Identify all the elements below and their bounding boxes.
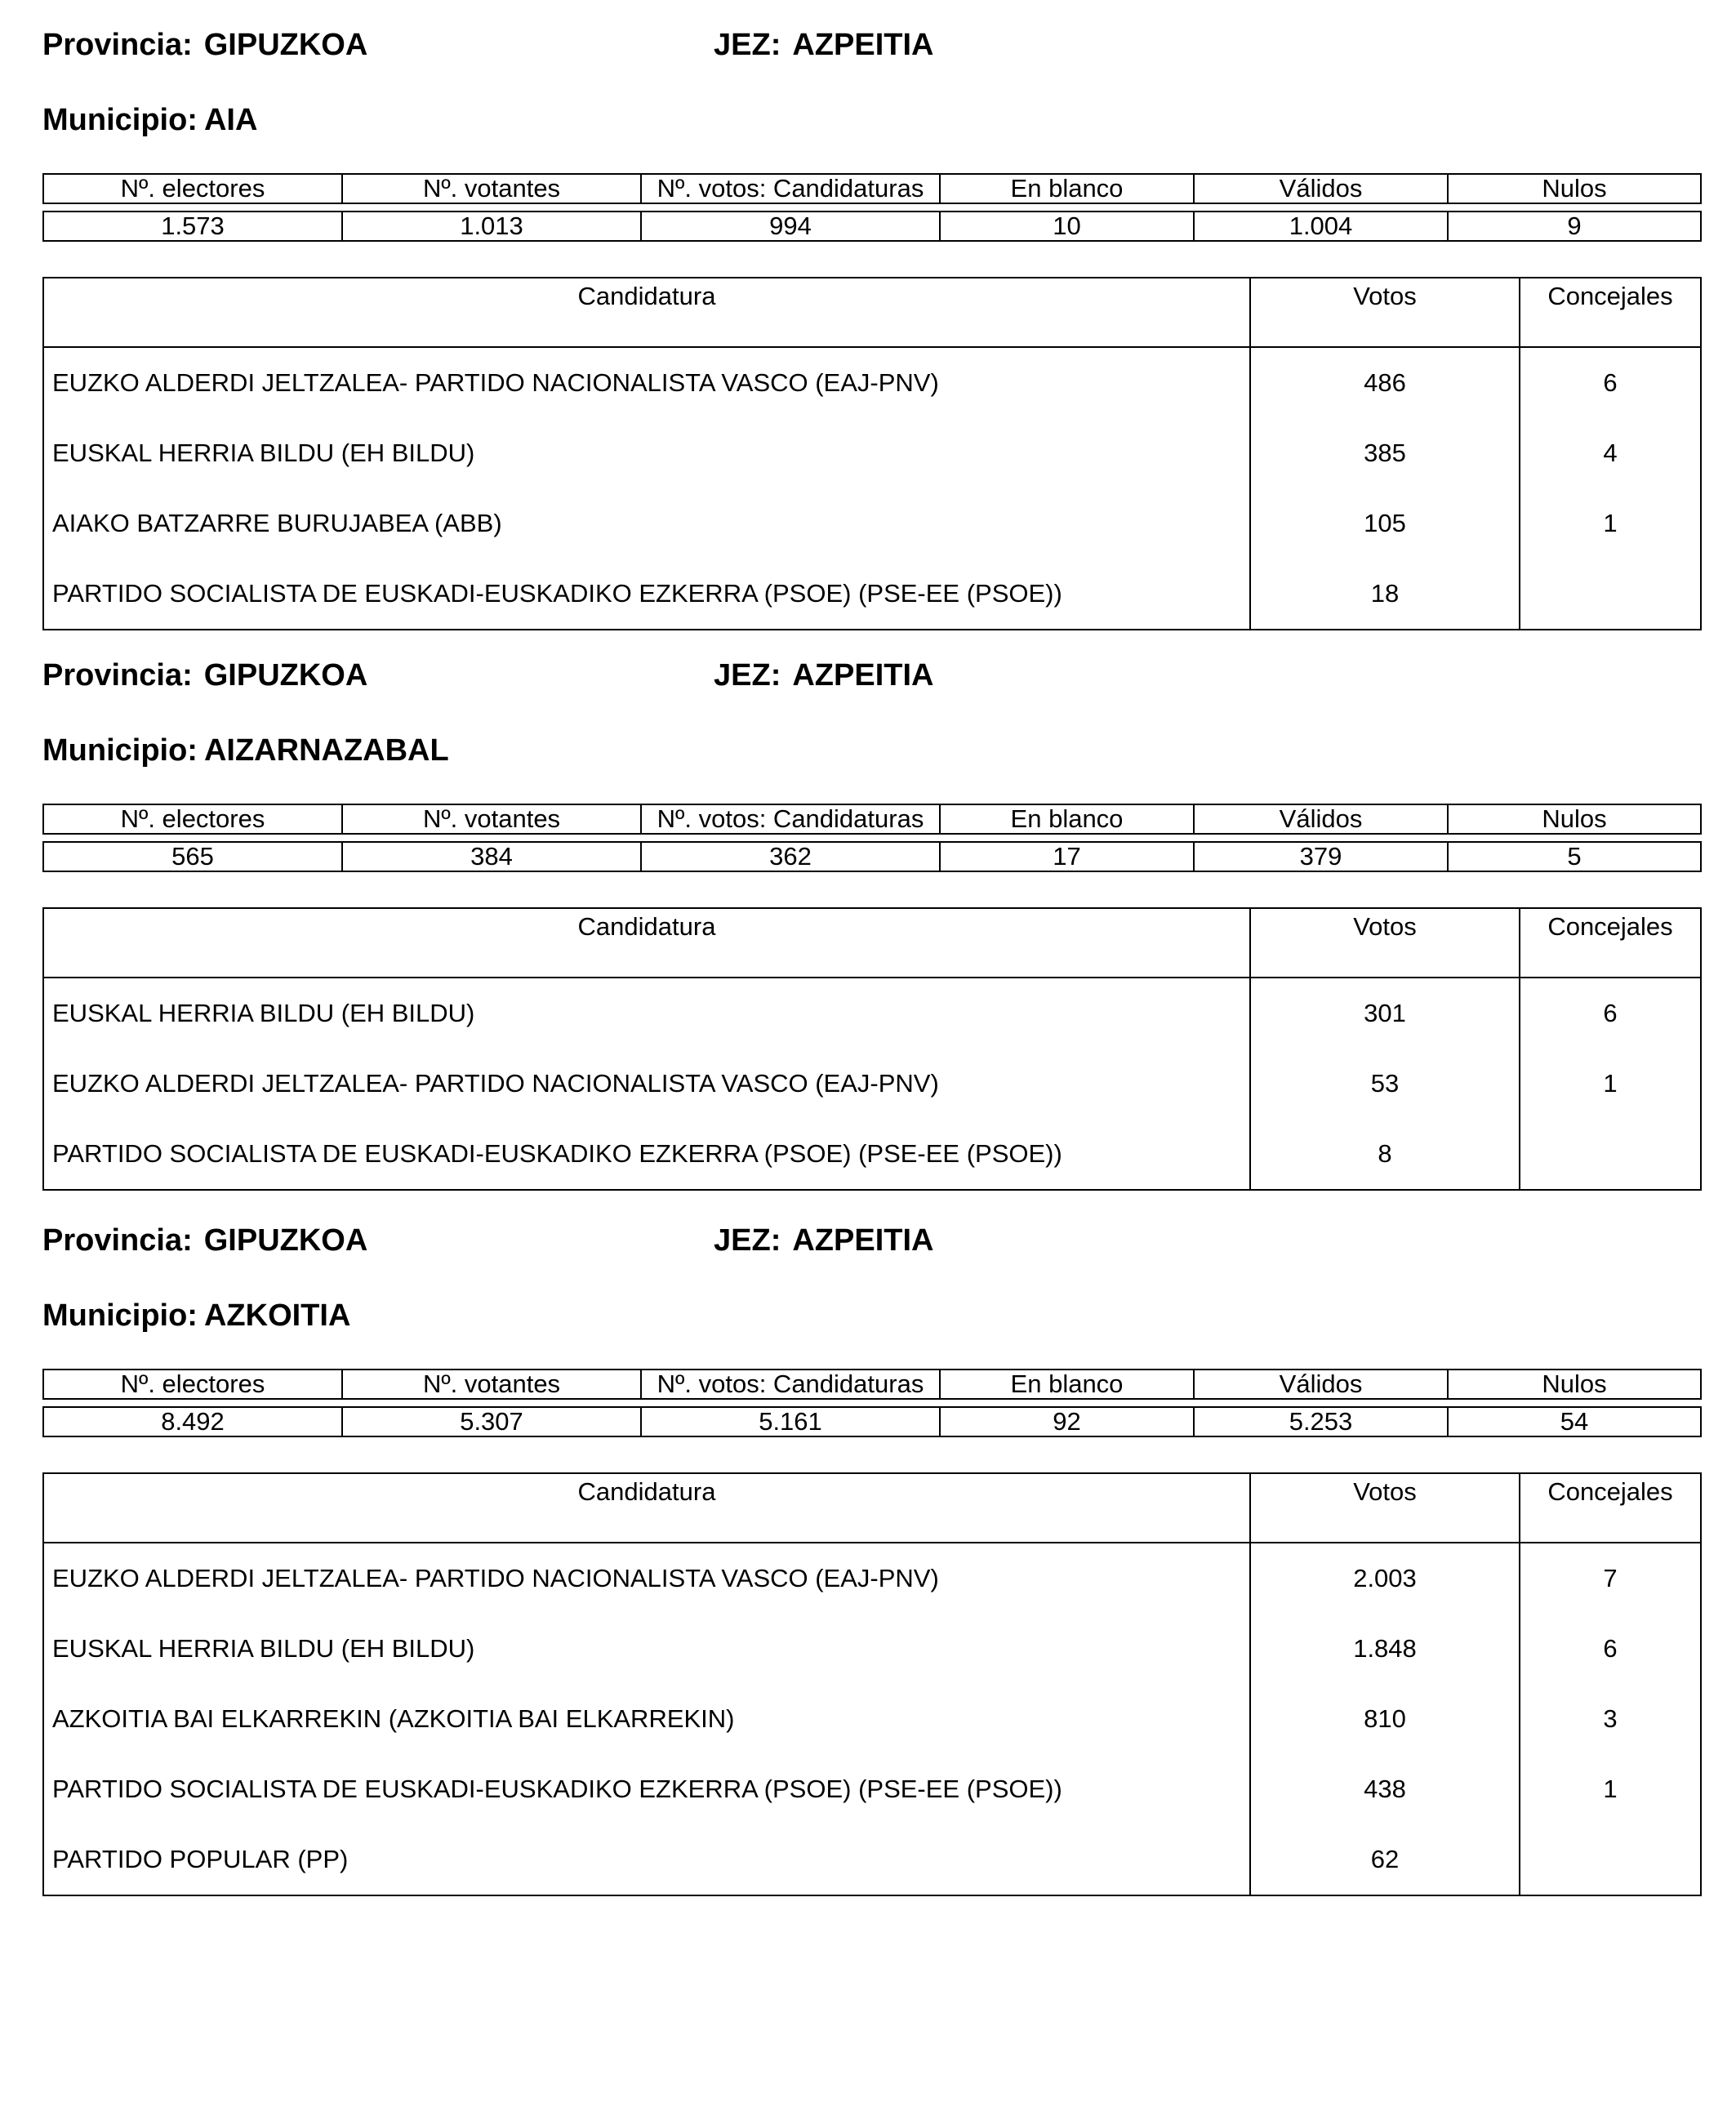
- header-en-blanco: En blanco: [940, 174, 1194, 203]
- header-candidatura: Candidatura: [43, 908, 1250, 978]
- jez-heading: JEZ: AZPEITIA: [714, 28, 934, 62]
- header-en-blanco: En blanco: [940, 1370, 1194, 1399]
- header-votantes: Nº. votantes: [342, 174, 641, 203]
- header-en-blanco: En blanco: [940, 804, 1194, 834]
- jez-value: AZPEITIA: [792, 1223, 934, 1258]
- header-validos: Válidos: [1194, 174, 1448, 203]
- results-header-row: [43, 1473, 1701, 1543]
- header-votos: Votos: [1250, 908, 1520, 978]
- value-votos-candidaturas: 994: [641, 212, 940, 241]
- municipio-value: AZKOITIA: [203, 1298, 351, 1333]
- header-electores: Nº. electores: [43, 1370, 342, 1399]
- municipio-section-aizarnazabal: [42, 660, 1700, 1182]
- party-concejales: 1: [1520, 1049, 1701, 1119]
- header-votos: Votos: [1250, 1473, 1520, 1543]
- summary-header-row: [43, 1370, 1701, 1399]
- value-nulos: 5: [1448, 842, 1701, 871]
- header-concejales: Concejales: [1520, 1473, 1701, 1543]
- party-votos: 2.003: [1250, 1543, 1520, 1614]
- party-votos: 62: [1250, 1824, 1520, 1895]
- results-table: [42, 277, 1702, 630]
- provincia-value: GIPUZKOA: [203, 658, 368, 693]
- jez-heading: JEZ: AZPEITIA: [714, 1223, 934, 1258]
- results-header-row: [43, 908, 1701, 978]
- value-votos-candidaturas: 362: [641, 842, 940, 871]
- party-name: PARTIDO SOCIALISTA DE EUSKADI-EUSKADIKO EZKERRA (PSOE) (PSE-EE (PSOE)): [43, 1119, 1250, 1190]
- jez-value: AZPEITIA: [792, 28, 934, 62]
- value-votantes: 5.307: [342, 1407, 641, 1436]
- party-concejales: 7: [1520, 1543, 1701, 1614]
- results-header-row: [43, 278, 1701, 347]
- table-row: [43, 1684, 1701, 1754]
- summary-header-row: [43, 174, 1701, 203]
- header-candidatura: Candidatura: [43, 1473, 1250, 1543]
- jez-value: AZPEITIA: [792, 658, 934, 693]
- party-votos: 8: [1250, 1119, 1520, 1190]
- header-concejales: Concejales: [1520, 908, 1701, 978]
- header-nulos: Nulos: [1448, 174, 1701, 203]
- value-validos: 1.004: [1194, 212, 1448, 241]
- table-row: [43, 1049, 1701, 1119]
- municipio-section-azkoitia: [42, 1225, 1700, 1895]
- provincia-value: GIPUZKOA: [203, 1223, 368, 1258]
- party-votos: 301: [1250, 978, 1520, 1049]
- header-votantes: Nº. votantes: [342, 804, 641, 834]
- header-candidatura: Candidatura: [43, 278, 1250, 347]
- table-row: [43, 488, 1701, 559]
- party-name: EUSKAL HERRIA BILDU (EH BILDU): [43, 1614, 1250, 1684]
- provincia-value: GIPUZKOA: [203, 28, 368, 62]
- jez-heading: JEZ: AZPEITIA: [714, 658, 934, 693]
- party-concejales: 6: [1520, 1614, 1701, 1684]
- table-row: [43, 1824, 1701, 1895]
- municipio-section-aia: [42, 29, 1700, 617]
- table-row: [43, 1614, 1701, 1684]
- party-votos: 1.848: [1250, 1614, 1520, 1684]
- table-row: [43, 1754, 1701, 1824]
- table-row: [43, 418, 1701, 488]
- party-name: PARTIDO SOCIALISTA DE EUSKADI-EUSKADIKO EZKERRA (PSOE) (PSE-EE (PSOE)): [43, 1754, 1250, 1824]
- value-nulos: 9: [1448, 212, 1701, 241]
- party-name: EUSKAL HERRIA BILDU (EH BILDU): [43, 418, 1250, 488]
- value-validos: 379: [1194, 842, 1448, 871]
- header-concejales: Concejales: [1520, 278, 1701, 347]
- value-validos: 5.253: [1194, 1407, 1448, 1436]
- party-votos: 18: [1250, 559, 1520, 630]
- summary-values-row: [43, 842, 1701, 871]
- provincia-heading: Provincia: GIPUZKOA: [42, 1223, 368, 1258]
- municipio-heading: Municipio: AZKOITIA: [42, 1298, 351, 1333]
- summary-table: [42, 173, 1702, 242]
- value-votantes: 384: [342, 842, 641, 871]
- summary-table: [42, 804, 1702, 872]
- table-row: [43, 1543, 1701, 1614]
- party-concejales: [1520, 1824, 1701, 1895]
- header-nulos: Nulos: [1448, 804, 1701, 834]
- party-concejales: [1520, 559, 1701, 630]
- party-votos: 105: [1250, 488, 1520, 559]
- provincia-heading: Provincia: GIPUZKOA: [42, 658, 368, 693]
- party-votos: 810: [1250, 1684, 1520, 1754]
- value-electores: 1.573: [43, 212, 342, 241]
- party-name: EUZKO ALDERDI JELTZALEA- PARTIDO NACIONALISTA VASCO (EAJ-PNV): [43, 1049, 1250, 1119]
- party-name: EUZKO ALDERDI JELTZALEA- PARTIDO NACIONALISTA VASCO (EAJ-PNV): [43, 347, 1250, 418]
- value-votos-candidaturas: 5.161: [641, 1407, 940, 1436]
- header-electores: Nº. electores: [43, 804, 342, 834]
- header-votos-candidaturas: Nº. votos: Candidaturas: [641, 804, 940, 834]
- summary-table: [42, 1369, 1702, 1437]
- party-name: AIAKO BATZARRE BURUJABEA (ABB): [43, 488, 1250, 559]
- table-row: [43, 559, 1701, 630]
- party-name: AZKOITIA BAI ELKARREKIN (AZKOITIA BAI ELKARREKIN): [43, 1684, 1250, 1754]
- header-votos: Votos: [1250, 278, 1520, 347]
- value-electores: 8.492: [43, 1407, 342, 1436]
- value-votantes: 1.013: [342, 212, 641, 241]
- party-concejales: [1520, 1119, 1701, 1190]
- header-votos-candidaturas: Nº. votos: Candidaturas: [641, 1370, 940, 1399]
- value-electores: 565: [43, 842, 342, 871]
- header-validos: Válidos: [1194, 804, 1448, 834]
- municipio-heading: Municipio: AIA: [42, 103, 258, 137]
- header-validos: Válidos: [1194, 1370, 1448, 1399]
- party-votos: 438: [1250, 1754, 1520, 1824]
- value-en-blanco: 17: [940, 842, 1194, 871]
- header-nulos: Nulos: [1448, 1370, 1701, 1399]
- municipio-value: AIZARNAZABAL: [203, 733, 449, 768]
- header-electores: Nº. electores: [43, 174, 342, 203]
- municipio-heading: Municipio: AIZARNAZABAL: [42, 733, 449, 768]
- party-concejales: 1: [1520, 488, 1701, 559]
- summary-values-row: [43, 1407, 1701, 1436]
- party-name: PARTIDO SOCIALISTA DE EUSKADI-EUSKADIKO EZKERRA (PSOE) (PSE-EE (PSOE)): [43, 559, 1250, 630]
- table-row: [43, 347, 1701, 418]
- party-concejales: 1: [1520, 1754, 1701, 1824]
- results-table: [42, 907, 1702, 1191]
- party-concejales: 4: [1520, 418, 1701, 488]
- party-votos: 385: [1250, 418, 1520, 488]
- value-en-blanco: 92: [940, 1407, 1194, 1436]
- party-name: EUZKO ALDERDI JELTZALEA- PARTIDO NACIONALISTA VASCO (EAJ-PNV): [43, 1543, 1250, 1614]
- results-table: [42, 1472, 1702, 1896]
- table-row: [43, 1119, 1701, 1190]
- municipio-value: AIA: [203, 103, 258, 137]
- party-concejales: 6: [1520, 347, 1701, 418]
- table-row: [43, 978, 1701, 1049]
- summary-values-row: [43, 212, 1701, 241]
- party-name: PARTIDO POPULAR (PP): [43, 1824, 1250, 1895]
- value-en-blanco: 10: [940, 212, 1194, 241]
- party-votos: 53: [1250, 1049, 1520, 1119]
- summary-header-row: [43, 804, 1701, 834]
- party-name: EUSKAL HERRIA BILDU (EH BILDU): [43, 978, 1250, 1049]
- header-votantes: Nº. votantes: [342, 1370, 641, 1399]
- value-nulos: 54: [1448, 1407, 1701, 1436]
- provincia-heading: Provincia: GIPUZKOA: [42, 28, 368, 62]
- header-votos-candidaturas: Nº. votos: Candidaturas: [641, 174, 940, 203]
- party-concejales: 6: [1520, 978, 1701, 1049]
- party-votos: 486: [1250, 347, 1520, 418]
- party-concejales: 3: [1520, 1684, 1701, 1754]
